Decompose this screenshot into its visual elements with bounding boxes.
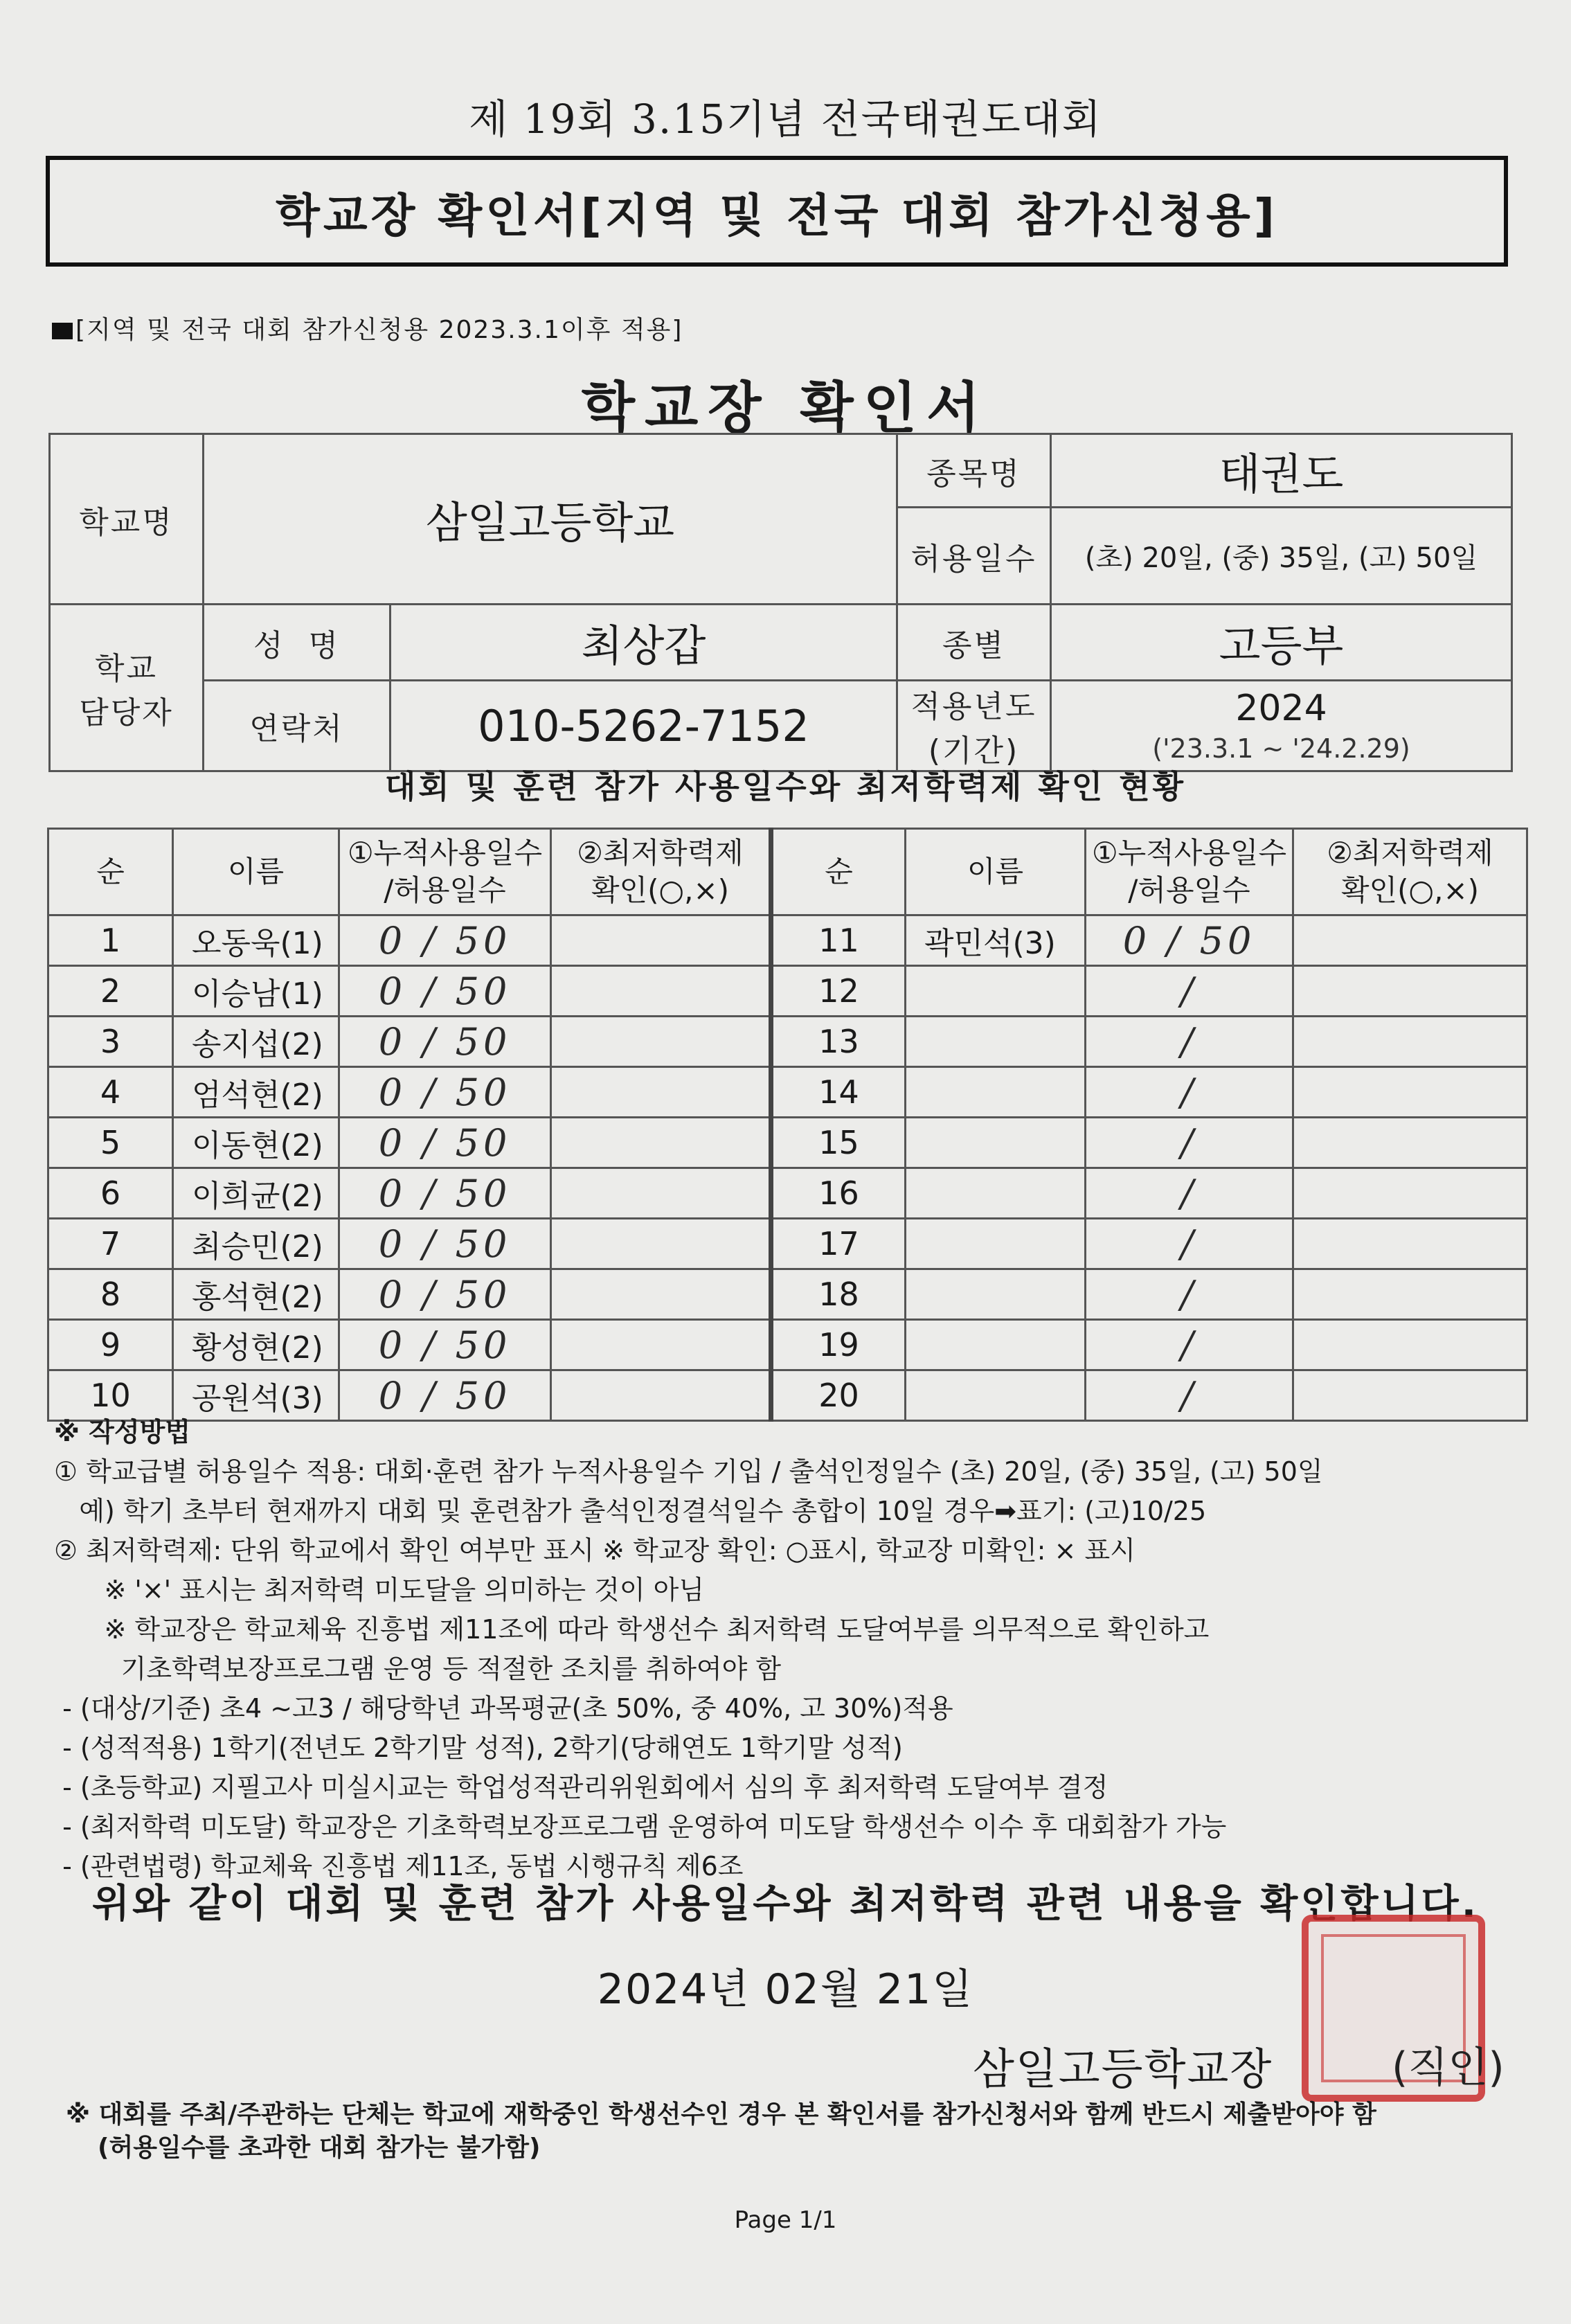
applicable-year-label-line1: 적용년도 xyxy=(910,689,1037,724)
row-no: 15 xyxy=(771,1118,906,1168)
days-used: 0 / 50 xyxy=(339,1219,551,1269)
col-header-no: 순 xyxy=(48,829,173,915)
academic-check xyxy=(551,1269,771,1320)
academic-check xyxy=(1293,1219,1527,1269)
days-used: 0 / 50 xyxy=(339,1168,551,1219)
table-row xyxy=(48,1017,1527,1067)
academic-check xyxy=(1293,915,1527,966)
document-title: 학교장 확인서[지역 및 전국 대회 참가신청용] xyxy=(276,188,1278,242)
days-used: / xyxy=(1086,1370,1293,1421)
footer-note-line1: ※ 대회를 주최/주관하는 단체는 학교에 재학중인 학생선수인 경우 본 확인서를 참가신청서와 함께 반드시 제출받아야 함 xyxy=(66,2100,1376,2129)
athlete-roster-table xyxy=(47,828,1528,1422)
days-used: 0 / 50 xyxy=(339,1370,551,1421)
athlete-name xyxy=(906,1219,1086,1269)
applicability-note-text: [지역 및 전국 대회 참가신청용 2023.3.1이후 적용] xyxy=(75,316,683,344)
school-contact-label-line1: 학교 xyxy=(94,651,158,686)
athlete-name: 이희균(2) xyxy=(173,1168,339,1219)
academic-check xyxy=(551,1320,771,1370)
table-row xyxy=(48,1067,1527,1118)
academic-check xyxy=(551,1219,771,1269)
instruction-line: 기초학력보장프로그램 운영 등 적절한 조치를 취하여야 함 xyxy=(54,1654,782,1684)
table-row xyxy=(48,1219,1527,1269)
division-value: 고등부 xyxy=(1051,605,1512,681)
instruction-line: 예) 학기 초부터 현재까지 대회 및 훈련참가 출석인정결석일수 총합이 10일 경우➡표기: (고)10/25 xyxy=(54,1496,1207,1526)
confirmation-statement: 위와 같이 대회 및 훈련 참가 사용일수와 최저학력 관련 내용을 확인합니다. xyxy=(91,1881,1480,1927)
table-row xyxy=(48,966,1527,1017)
row-no: 9 xyxy=(48,1320,173,1370)
instruction-line: - (관련법령) 학교체육 진흥법 제11조, 동법 시행규칙 제6조 xyxy=(54,1851,744,1881)
row-no: 20 xyxy=(771,1370,906,1421)
document-title-box xyxy=(46,156,1508,267)
col-header-check-line2: 확인(○,×) xyxy=(591,873,730,907)
academic-check xyxy=(551,1017,771,1067)
athlete-name: 오동욱(1) xyxy=(173,915,339,966)
row-no: 3 xyxy=(48,1017,173,1067)
footer-note-line2: (허용일수를 초과한 대회 참가는 불가함) xyxy=(98,2134,541,2162)
col-header-days-right xyxy=(1086,829,1293,915)
days-used: 0 / 50 xyxy=(339,1017,551,1067)
footer-note xyxy=(66,2098,1541,2165)
row-no: 14 xyxy=(771,1067,906,1118)
sport-value: 태권도 xyxy=(1051,434,1512,508)
allowed-days-label: 허용일수 xyxy=(897,508,1051,605)
instruction-line: - (최저학력 미도달) 학교장은 기초학력보장프로그램 운영하여 미도달 학생선수 이수 후 대회참가 가능 xyxy=(54,1812,1227,1842)
academic-check xyxy=(1293,1269,1527,1320)
year-value: 2024 xyxy=(1235,688,1327,729)
athlete-name: 곽민석(3) xyxy=(906,915,1086,966)
days-used: 0 / 50 xyxy=(339,966,551,1017)
days-used: / xyxy=(1086,966,1293,1017)
athlete-name: 송지섭(2) xyxy=(173,1017,339,1067)
col-header-check-right-line1: ②최저학력제 xyxy=(1327,836,1493,870)
row-no: 18 xyxy=(771,1269,906,1320)
days-used: 0 / 50 xyxy=(339,1269,551,1320)
instruction-line: ※ 학교장은 학교체육 진흥법 제11조에 따라 학생선수 최저학력 도달여부를 의무적으로 확인하고 xyxy=(54,1614,1210,1645)
allowed-days-value: (초) 20일, (중) 35일, (고) 50일 xyxy=(1051,508,1512,605)
days-used: / xyxy=(1086,1067,1293,1118)
athlete-name xyxy=(906,1017,1086,1067)
row-no: 13 xyxy=(771,1017,906,1067)
days-used: / xyxy=(1086,1320,1293,1370)
row-no: 4 xyxy=(48,1067,173,1118)
days-used: 0 / 50 xyxy=(339,1320,551,1370)
days-used: 0 / 50 xyxy=(339,1067,551,1118)
instruction-line: - (대상/기준) 초4 ~고3 / 해당학년 과목평균(초 50%, 중 40%, 고 30%)적용 xyxy=(54,1693,953,1724)
days-used: / xyxy=(1086,1118,1293,1168)
school-contact-label xyxy=(50,605,204,771)
academic-check xyxy=(1293,966,1527,1017)
athlete-name: 엄석현(2) xyxy=(173,1067,339,1118)
athlete-name xyxy=(906,966,1086,1017)
contact-phone-value: 010-5262-7152 xyxy=(390,681,897,771)
row-no: 7 xyxy=(48,1219,173,1269)
col-header-check-right-line2: 확인(○,×) xyxy=(1340,873,1480,907)
instruction-line: ① 학교급별 허용일수 적용: 대회·훈련 참가 누적사용일수 기입 / 출석인정일수 (초) 20일, (중) 35일, (고) 50일 xyxy=(54,1456,1323,1487)
instruction-line: ② 최저학력제: 단위 학교에서 확인 여부만 표시 ※ 학교장 확인: ○표시, 학교장 미확인: × 표시 xyxy=(54,1535,1135,1566)
division-label: 종별 xyxy=(897,605,1051,681)
athlete-name: 홍석현(2) xyxy=(173,1269,339,1320)
event-title: 제 19회 3.15기념 전국태권도대회 xyxy=(469,96,1102,143)
academic-check xyxy=(1293,1168,1527,1219)
academic-check xyxy=(551,1067,771,1118)
seal-label: (직인) xyxy=(1392,2044,1505,2092)
academic-check xyxy=(1293,1118,1527,1168)
issue-date: 2024년 02월 21일 xyxy=(597,1965,974,2014)
school-contact-label-line2: 담당자 xyxy=(79,695,174,731)
athlete-name: 최승민(2) xyxy=(173,1219,339,1269)
athlete-name: 공원석(3) xyxy=(173,1370,339,1421)
days-used: 0 / 50 xyxy=(1086,915,1293,966)
row-no: 12 xyxy=(771,966,906,1017)
school-name-label: 학교명 xyxy=(50,434,204,605)
days-used: / xyxy=(1086,1168,1293,1219)
athlete-name xyxy=(906,1168,1086,1219)
athlete-name xyxy=(906,1320,1086,1370)
col-header-days-right-line1: ①누적사용일수 xyxy=(1091,836,1287,870)
row-no: 10 xyxy=(48,1370,173,1421)
school-info-table xyxy=(48,433,1513,772)
athlete-name: 황성현(2) xyxy=(173,1320,339,1370)
instruction-line: - (초등학교) 지필고사 미실시교는 학업성적관리위원회에서 심의 후 최저학력 도달여부 결정 xyxy=(54,1772,1108,1803)
contact-phone-label: 연락처 xyxy=(204,681,390,771)
col-header-days-line1: ①누적사용일수 xyxy=(347,836,543,870)
row-no: 6 xyxy=(48,1168,173,1219)
applicability-note xyxy=(52,310,683,346)
athlete-name xyxy=(906,1067,1086,1118)
academic-check xyxy=(551,1168,771,1219)
sport-label: 종목명 xyxy=(897,434,1051,508)
instruction-line: ※ '×' 표시는 최저학력 미도달을 의미하는 것이 아님 xyxy=(54,1575,705,1605)
row-no: 5 xyxy=(48,1118,173,1168)
col-header-check-line1: ②최저학력제 xyxy=(577,836,744,870)
row-no: 11 xyxy=(771,915,906,966)
status-section-title: 대회 및 훈련 참가 사용일수와 최저학력제 확인 현황 xyxy=(384,768,1187,805)
instructions-title: ※ 작성방법 xyxy=(54,1417,191,1447)
contact-name-label: 성 명 xyxy=(204,605,390,681)
days-used: 0 / 50 xyxy=(339,915,551,966)
academic-check xyxy=(551,1118,771,1168)
applicable-year-label xyxy=(897,681,1051,771)
athlete-name: 이동현(2) xyxy=(173,1118,339,1168)
page-number: Page 1/1 xyxy=(734,2206,837,2234)
row-no: 8 xyxy=(48,1269,173,1320)
academic-check xyxy=(1293,1017,1527,1067)
row-no: 1 xyxy=(48,915,173,966)
days-used: / xyxy=(1086,1219,1293,1269)
row-no: 17 xyxy=(771,1219,906,1269)
col-header-check xyxy=(551,829,771,915)
table-row xyxy=(48,1269,1527,1320)
table-row xyxy=(48,1168,1527,1219)
row-no: 16 xyxy=(771,1168,906,1219)
instruction-line: - (성적적용) 1학기(전년도 2학기말 성적), 2학기(당해연도 1학기말 성적) xyxy=(54,1733,903,1763)
col-header-name: 이름 xyxy=(173,829,339,915)
col-header-days xyxy=(339,829,551,915)
table-row xyxy=(48,915,1527,966)
col-header-days-line2: /허용일수 xyxy=(384,873,506,907)
col-header-no-right: 순 xyxy=(771,829,906,915)
applicable-year-value xyxy=(1051,681,1512,771)
table-row xyxy=(48,1320,1527,1370)
contact-name-value: 최상갑 xyxy=(390,605,897,681)
academic-check xyxy=(1293,1067,1527,1118)
row-no: 19 xyxy=(771,1320,906,1370)
table-row xyxy=(48,1118,1527,1168)
col-header-name-right: 이름 xyxy=(906,829,1086,915)
days-used: / xyxy=(1086,1269,1293,1320)
athlete-name xyxy=(906,1269,1086,1320)
writing-instructions xyxy=(54,1413,1529,1886)
main-title: 학교장 확인서 xyxy=(581,376,990,440)
principal-signature: 삼일고등학교장 xyxy=(973,2044,1273,2094)
days-used: / xyxy=(1086,1017,1293,1067)
school-name-value: 삼일고등학교 xyxy=(204,434,897,605)
athlete-name xyxy=(906,1118,1086,1168)
academic-check xyxy=(551,966,771,1017)
days-used: 0 / 50 xyxy=(339,1118,551,1168)
col-header-days-right-line2: /허용일수 xyxy=(1128,873,1250,907)
row-no: 2 xyxy=(48,966,173,1017)
period-value: ('23.3.1 ~ '24.2.29) xyxy=(1152,733,1410,764)
athlete-name: 이승남(1) xyxy=(173,966,339,1017)
col-header-check-right xyxy=(1293,829,1527,915)
academic-check xyxy=(1293,1320,1527,1370)
square-bullet-icon xyxy=(52,323,73,339)
academic-check xyxy=(551,915,771,966)
applicable-year-label-line2: (기간) xyxy=(928,733,1020,769)
